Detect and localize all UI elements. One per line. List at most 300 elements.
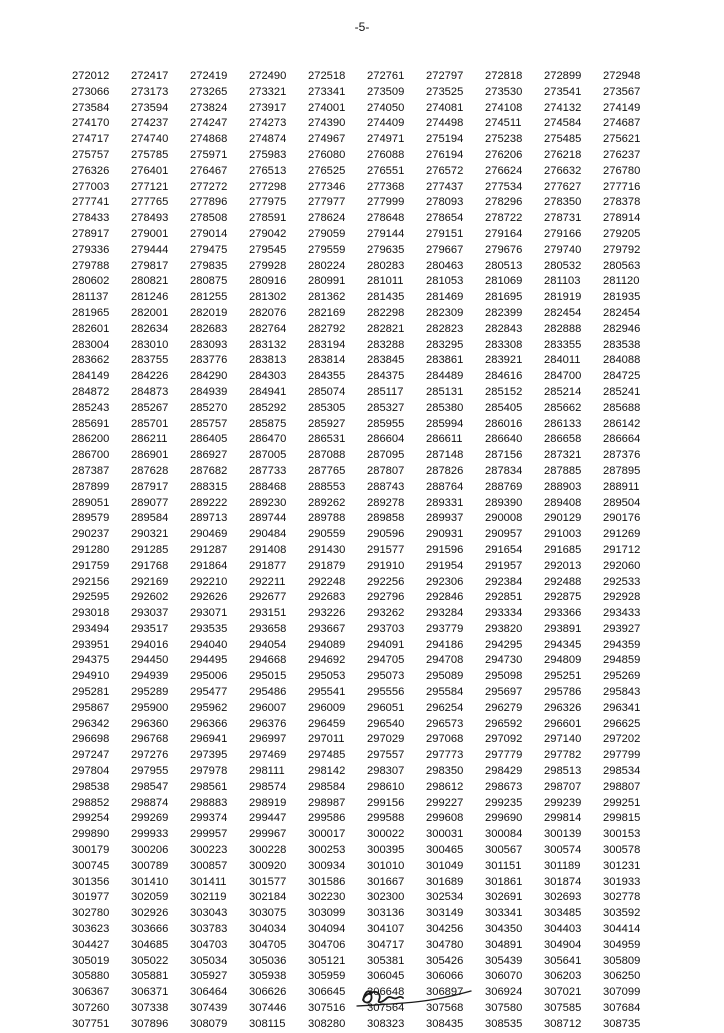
number-cell: 277627 <box>544 180 582 193</box>
number-cell: 281137 <box>72 291 109 304</box>
number-cell: 293226 <box>308 607 346 620</box>
number-cell: 274247 <box>190 117 228 130</box>
number-cell: 293262 <box>367 607 405 620</box>
number-cell: 291879 <box>308 559 346 572</box>
number-cell: 292683 <box>308 591 346 604</box>
number-cell: 297773 <box>426 749 464 762</box>
number-cell: 284873 <box>131 385 169 398</box>
number-cell: 292169 <box>131 575 169 588</box>
number-cell: 297029 <box>367 733 405 746</box>
table-row <box>72 322 662 338</box>
number-cell: 291654 <box>485 543 523 556</box>
number-cell: 287005 <box>249 449 287 462</box>
number-cell: 306250 <box>603 970 641 983</box>
number-cell: 297779 <box>485 749 523 762</box>
number-cell: 273509 <box>367 85 405 98</box>
number-cell: 295486 <box>249 686 287 699</box>
number-cell: 300031 <box>426 828 464 841</box>
number-cell: 276326 <box>72 164 110 177</box>
number-cell: 296279 <box>485 701 523 714</box>
number-cell: 304034 <box>249 923 287 936</box>
number-cell: 299156 <box>367 796 405 809</box>
number-cell: 305927 <box>190 970 228 983</box>
number-cell: 298142 <box>308 765 346 778</box>
table-row <box>72 180 662 196</box>
number-cell: 285270 <box>190 401 228 414</box>
number-cell: 299227 <box>426 796 464 809</box>
number-cell: 279001 <box>131 227 169 240</box>
number-cell: 307099 <box>603 986 641 999</box>
number-cell: 293071 <box>190 607 228 620</box>
number-grid <box>72 69 662 1033</box>
number-cell: 289051 <box>72 496 110 509</box>
number-cell: 296573 <box>426 717 464 730</box>
table-row <box>72 827 662 843</box>
number-cell: 294809 <box>544 654 582 667</box>
number-cell: 282823 <box>426 322 464 335</box>
number-cell: 292533 <box>603 575 641 588</box>
number-cell: 283755 <box>131 354 169 367</box>
number-cell: 295269 <box>603 670 641 683</box>
number-cell: 291877 <box>249 559 287 572</box>
number-cell: 301689 <box>426 875 464 888</box>
number-cell: 294295 <box>485 638 523 651</box>
number-cell: 287095 <box>367 449 405 462</box>
number-cell: 302693 <box>544 891 582 904</box>
number-cell: 292677 <box>249 591 287 604</box>
number-cell: 298919 <box>249 796 287 809</box>
number-cell: 299690 <box>485 812 523 825</box>
number-cell: 279151 <box>426 227 464 240</box>
number-cell: 295073 <box>367 670 405 683</box>
table-row <box>72 843 662 859</box>
table-row <box>72 132 662 148</box>
number-cell: 289937 <box>426 512 464 525</box>
number-cell: 304427 <box>72 938 110 951</box>
number-cell: 304705 <box>249 938 287 951</box>
number-cell: 295251 <box>544 670 582 683</box>
number-cell: 279835 <box>190 259 228 272</box>
number-cell: 279635 <box>367 243 405 256</box>
number-cell: 287148 <box>426 449 464 462</box>
number-cell: 299957 <box>190 828 228 841</box>
number-cell: 300857 <box>190 859 228 872</box>
table-row <box>72 669 662 685</box>
table-row <box>72 338 662 354</box>
table-row <box>72 748 662 764</box>
number-cell: 296941 <box>190 733 228 746</box>
number-cell: 292156 <box>72 575 110 588</box>
number-cell: 279676 <box>485 243 523 256</box>
table-row <box>72 938 662 954</box>
number-cell: 287807 <box>367 464 405 477</box>
number-cell: 307260 <box>72 1002 110 1015</box>
number-cell: 285267 <box>131 401 169 414</box>
number-cell: 285152 <box>485 385 523 398</box>
number-cell: 303485 <box>544 907 582 920</box>
number-cell: 301049 <box>426 859 464 872</box>
number-cell: 278648 <box>367 212 405 225</box>
number-cell: 291685 <box>544 543 582 556</box>
number-cell: 300223 <box>190 844 228 857</box>
number-cell: 274050 <box>367 101 405 114</box>
number-cell: 303783 <box>190 923 228 936</box>
number-cell: 277121 <box>131 180 169 193</box>
number-cell: 278493 <box>131 212 169 225</box>
table-row <box>72 511 662 527</box>
number-cell: 277975 <box>249 196 287 209</box>
number-cell: 292211 <box>249 575 286 588</box>
number-cell: 296540 <box>367 717 405 730</box>
table-row <box>72 369 662 385</box>
number-cell: 279336 <box>72 243 110 256</box>
number-cell: 274170 <box>72 117 110 130</box>
number-cell: 294054 <box>249 638 287 651</box>
number-cell: 283814 <box>308 354 346 367</box>
number-cell: 284303 <box>249 370 287 383</box>
number-cell: 305439 <box>485 954 523 967</box>
number-cell: 274390 <box>308 117 346 130</box>
number-cell: 280513 <box>485 259 523 272</box>
number-cell: 286658 <box>544 433 582 446</box>
number-cell: 305809 <box>603 954 641 967</box>
number-cell: 294450 <box>131 654 169 667</box>
number-cell: 283538 <box>603 338 641 351</box>
number-cell: 291408 <box>249 543 287 556</box>
number-cell: 299815 <box>603 812 641 825</box>
number-cell: 294345 <box>544 638 582 651</box>
number-cell: 279205 <box>603 227 641 240</box>
number-cell: 305938 <box>249 970 287 983</box>
number-cell: 299933 <box>131 828 169 841</box>
table-row <box>72 717 662 733</box>
number-cell: 299254 <box>72 812 110 825</box>
number-cell: 280916 <box>249 275 287 288</box>
number-cell: 285305 <box>308 401 346 414</box>
number-cell: 278591 <box>249 212 287 225</box>
number-cell: 291280 <box>72 543 110 556</box>
number-cell: 281435 <box>367 291 405 304</box>
number-cell: 302119 <box>190 891 227 904</box>
number-cell: 304706 <box>308 938 346 951</box>
number-cell: 304959 <box>603 938 641 951</box>
number-cell: 286211 <box>131 433 168 446</box>
number-cell: 279475 <box>190 243 228 256</box>
table-row <box>72 274 662 290</box>
number-cell: 283776 <box>190 354 228 367</box>
number-cell: 294708 <box>426 654 464 667</box>
number-cell: 306371 <box>131 986 169 999</box>
number-cell: 308280 <box>308 1017 346 1030</box>
number-cell: 279740 <box>544 243 582 256</box>
number-cell: 279144 <box>367 227 405 240</box>
number-cell: 304703 <box>190 938 228 951</box>
number-cell: 303136 <box>367 907 405 920</box>
number-cell: 302059 <box>131 891 169 904</box>
number-cell: 275621 <box>603 133 641 146</box>
number-cell: 284725 <box>603 370 641 383</box>
number-cell: 287321 <box>544 449 582 462</box>
number-cell: 279817 <box>131 259 169 272</box>
number-cell: 274687 <box>603 117 641 130</box>
number-cell: 274273 <box>249 117 287 130</box>
number-cell: 303341 <box>485 907 523 920</box>
number-cell: 300022 <box>367 828 405 841</box>
number-cell: 283093 <box>190 338 228 351</box>
number-cell: 281469 <box>426 291 464 304</box>
number-cell: 299608 <box>426 812 464 825</box>
number-cell: 283845 <box>367 354 405 367</box>
number-cell: 291285 <box>131 543 169 556</box>
number-cell: 285688 <box>603 401 641 414</box>
number-cell: 276194 <box>426 148 464 161</box>
number-cell: 283010 <box>131 338 169 351</box>
number-cell: 277346 <box>308 180 346 193</box>
number-cell: 300179 <box>72 844 110 857</box>
number-cell: 293433 <box>603 607 641 620</box>
table-row <box>72 290 662 306</box>
number-cell: 283662 <box>72 354 110 367</box>
number-cell: 305959 <box>308 970 346 983</box>
number-cell: 293779 <box>426 622 464 635</box>
number-cell: 282454 <box>603 306 641 319</box>
number-cell: 305034 <box>190 954 228 967</box>
number-cell: 306464 <box>190 986 228 999</box>
number-cell: 285243 <box>72 401 110 414</box>
table-row <box>72 732 662 748</box>
number-cell: 299967 <box>249 828 287 841</box>
table-row <box>72 890 662 906</box>
number-cell: 289713 <box>190 512 228 525</box>
number-cell: 304414 <box>603 923 641 936</box>
number-cell: 285701 <box>131 417 169 430</box>
number-cell: 306367 <box>72 986 110 999</box>
number-cell: 274081 <box>426 101 464 114</box>
number-cell: 297782 <box>544 749 582 762</box>
number-cell: 297395 <box>190 749 228 762</box>
number-cell: 289278 <box>367 496 405 509</box>
number-cell: 305036 <box>249 954 287 967</box>
table-row <box>72 685 662 701</box>
number-cell: 289331 <box>426 496 464 509</box>
number-cell: 301010 <box>367 859 405 872</box>
number-cell: 299374 <box>190 812 228 825</box>
number-cell: 300745 <box>72 859 110 872</box>
number-cell: 295477 <box>190 686 228 699</box>
number-cell: 296254 <box>426 701 464 714</box>
number-cell: 296625 <box>603 717 641 730</box>
number-cell: 284088 <box>603 354 641 367</box>
number-cell: 283194 <box>308 338 346 351</box>
number-cell: 290176 <box>603 512 641 525</box>
number-cell: 298883 <box>190 796 228 809</box>
number-cell: 290931 <box>426 528 464 541</box>
number-cell: 277298 <box>249 180 287 193</box>
number-cell: 300465 <box>426 844 464 857</box>
number-cell: 295053 <box>308 670 346 683</box>
number-cell: 282076 <box>249 306 287 319</box>
number-cell: 273917 <box>249 101 287 114</box>
number-cell: 274874 <box>249 133 287 146</box>
number-cell: 278508 <box>190 212 228 225</box>
number-cell: 302691 <box>485 891 523 904</box>
number-cell: 283288 <box>367 338 405 351</box>
number-cell: 277003 <box>72 180 110 193</box>
number-cell: 275971 <box>190 148 228 161</box>
number-cell: 285955 <box>367 417 405 430</box>
number-cell: 292060 <box>603 559 641 572</box>
number-cell: 303043 <box>190 907 228 920</box>
number-cell: 287733 <box>249 464 287 477</box>
number-cell: 288911 <box>603 480 640 493</box>
number-cell: 291864 <box>190 559 228 572</box>
number-cell: 273584 <box>72 101 110 114</box>
number-cell: 286611 <box>426 433 463 446</box>
number-cell: 280532 <box>544 259 582 272</box>
number-cell: 277716 <box>603 180 641 193</box>
number-cell: 280875 <box>190 275 228 288</box>
number-cell: 288743 <box>367 480 405 493</box>
number-cell: 292306 <box>426 575 464 588</box>
table-row <box>72 69 662 85</box>
number-cell: 274498 <box>426 117 464 130</box>
number-cell: 292602 <box>131 591 169 604</box>
number-cell: 301151 <box>485 859 522 872</box>
number-cell: 291287 <box>190 543 228 556</box>
number-cell: 285117 <box>367 385 404 398</box>
number-cell: 285241 <box>603 385 641 398</box>
number-cell: 276218 <box>544 148 582 161</box>
number-cell: 295556 <box>367 686 405 699</box>
number-cell: 298707 <box>544 780 582 793</box>
number-cell: 295089 <box>426 670 464 683</box>
number-cell: 300017 <box>308 828 346 841</box>
table-row <box>72 559 662 575</box>
number-cell: 307684 <box>603 1002 641 1015</box>
number-cell: 281053 <box>426 275 464 288</box>
number-cell: 285927 <box>308 417 346 430</box>
number-cell: 287387 <box>72 464 110 477</box>
number-cell: 284939 <box>190 385 228 398</box>
number-cell: 297955 <box>131 765 169 778</box>
number-cell: 299235 <box>485 796 523 809</box>
number-cell: 283813 <box>249 354 287 367</box>
number-cell: 298561 <box>190 780 228 793</box>
number-cell: 306924 <box>485 986 523 999</box>
number-cell: 290484 <box>249 528 287 541</box>
number-cell: 298612 <box>426 780 464 793</box>
number-cell: 294910 <box>72 670 110 683</box>
number-cell: 274108 <box>485 101 523 114</box>
number-cell: 297804 <box>72 765 110 778</box>
table-row <box>72 543 662 559</box>
number-cell: 297485 <box>308 749 346 762</box>
number-cell: 282764 <box>249 322 287 335</box>
number-cell: 299890 <box>72 828 110 841</box>
table-row <box>72 448 662 464</box>
number-cell: 296592 <box>485 717 523 730</box>
number-cell: 285662 <box>544 401 582 414</box>
number-cell: 290957 <box>485 528 523 541</box>
number-cell: 301356 <box>72 875 110 888</box>
table-row <box>72 480 662 496</box>
number-cell: 293284 <box>426 607 464 620</box>
number-cell: 273173 <box>131 85 169 98</box>
number-cell: 293667 <box>308 622 346 635</box>
number-cell: 296376 <box>249 717 287 730</box>
number-cell: 302230 <box>308 891 346 904</box>
number-cell: 307751 <box>72 1017 110 1030</box>
table-row <box>72 164 662 180</box>
number-cell: 283308 <box>485 338 523 351</box>
number-cell: 303099 <box>308 907 346 920</box>
table-row <box>72 606 662 622</box>
table-row <box>72 1017 662 1033</box>
table-row <box>72 590 662 606</box>
number-cell: 292488 <box>544 575 582 588</box>
number-cell: 294705 <box>367 654 405 667</box>
table-row <box>72 575 662 591</box>
number-cell: 293037 <box>131 607 169 620</box>
number-cell: 307564 <box>367 1002 405 1015</box>
number-cell: 297799 <box>603 749 641 762</box>
number-cell: 286142 <box>603 417 641 430</box>
table-row <box>72 764 662 780</box>
number-cell: 289262 <box>308 496 346 509</box>
number-cell: 285691 <box>72 417 110 430</box>
number-cell: 306203 <box>544 970 582 983</box>
number-cell: 296342 <box>72 717 110 730</box>
number-cell: 274001 <box>308 101 346 114</box>
number-cell: 300574 <box>544 844 582 857</box>
number-cell: 283004 <box>72 338 110 351</box>
number-cell: 303075 <box>249 907 287 920</box>
number-cell: 287917 <box>131 480 169 493</box>
number-cell: 282454 <box>544 306 582 319</box>
number-cell: 279667 <box>426 243 464 256</box>
number-cell: 296051 <box>367 701 405 714</box>
number-cell: 287899 <box>72 480 110 493</box>
number-cell: 298874 <box>131 796 169 809</box>
number-cell: 274149 <box>603 101 641 114</box>
number-cell: 282001 <box>131 306 169 319</box>
number-cell: 298429 <box>485 765 523 778</box>
number-cell: 272797 <box>426 70 464 82</box>
number-cell: 306648 <box>367 986 405 999</box>
number-cell: 281919 <box>544 291 582 304</box>
number-cell: 289584 <box>131 512 169 525</box>
number-cell: 290321 <box>131 528 169 541</box>
number-cell: 301577 <box>249 875 287 888</box>
number-cell: 290008 <box>485 512 523 525</box>
number-cell: 293018 <box>72 607 110 620</box>
number-cell: 277977 <box>308 196 346 209</box>
number-cell: 298584 <box>308 780 346 793</box>
number-cell: 283921 <box>485 354 523 367</box>
number-cell: 301410 <box>131 875 169 888</box>
number-cell: 301667 <box>367 875 405 888</box>
number-cell: 282601 <box>72 322 110 335</box>
number-cell: 276206 <box>485 148 523 161</box>
number-cell: 282888 <box>544 322 582 335</box>
number-cell: 273541 <box>544 85 582 98</box>
number-cell: 287895 <box>603 464 641 477</box>
table-row <box>72 401 662 417</box>
number-cell: 296007 <box>249 701 287 714</box>
number-cell: 303592 <box>603 907 641 920</box>
number-cell: 278624 <box>308 212 346 225</box>
number-cell: 295015 <box>249 670 287 683</box>
